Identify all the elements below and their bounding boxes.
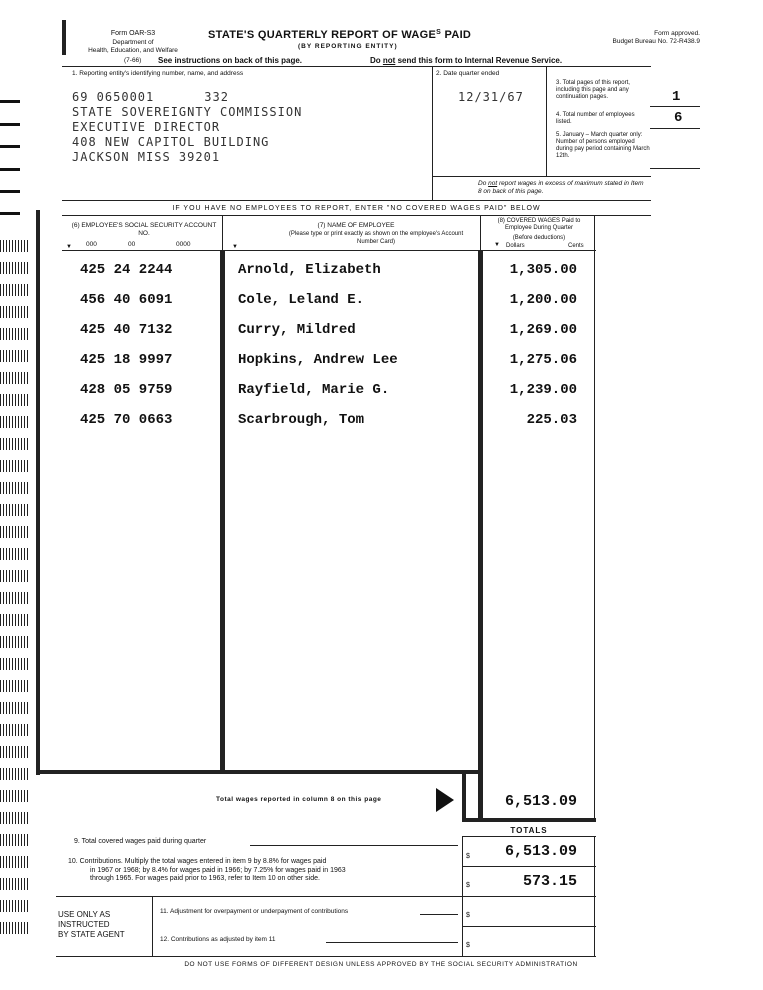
- item3-label: 3. Total pages of this report, including this page and any continuation pages.: [556, 80, 630, 100]
- employee-wages: 225.03: [526, 412, 577, 428]
- form-number: Form OAR-S3: [110, 30, 156, 37]
- employee-wages: 1,275.06: [509, 352, 577, 368]
- item12-leader: [326, 942, 458, 943]
- form-identifier: [68, 30, 198, 55]
- page-total-label: Total wages reported in column 8 on this page: [216, 796, 382, 803]
- state-agent-label1: USE ONLY AS: [58, 910, 111, 919]
- entity-name: STATE SOVEREIGNTY COMMISSION: [72, 105, 303, 119]
- item4-label: 4. Total number of employees listed.: [556, 112, 635, 125]
- item4-underline: [650, 128, 700, 129]
- notice-do: Do: [478, 180, 487, 187]
- employee-name: Arnold, Elizabeth: [238, 262, 381, 278]
- col-name-marker-icon: ▼: [232, 244, 238, 250]
- irs-note-not: not: [382, 56, 396, 65]
- entity-city: JACKSON MISS 39201: [72, 150, 221, 164]
- entity-street: 408 NEW CAPITOL BUILDING: [72, 135, 270, 149]
- item2-label: 2. Date quarter ended: [436, 70, 500, 77]
- entity-address-block: [72, 90, 302, 165]
- col-ssn-sub3: 0000: [176, 241, 191, 248]
- page-total-value: 6,513.09: [504, 793, 577, 810]
- irs-note-do: Do: [370, 56, 381, 65]
- contributions-value: 573.15: [522, 873, 577, 890]
- notice-rest: report wages in excess of maximum stated in Item 8 on back of this page.: [478, 180, 644, 195]
- item11-bottom-rule: [462, 926, 596, 927]
- form-revision: (7-66): [124, 57, 142, 64]
- col-rule-1-top: [222, 216, 223, 252]
- col-ssn-sub1: 000: [86, 241, 97, 248]
- total-pages-value: 1: [672, 89, 681, 105]
- form-title-char: S: [436, 29, 442, 36]
- item12-currency: $: [466, 942, 470, 949]
- col-rule-2: [478, 250, 483, 820]
- footer-notice: DO NOT USE FORMS OF DIFFERENT DESIGN UNLESS APPROVED BY THE SOCIAL SECURITY ADMINISTRATION: [184, 961, 578, 968]
- banner-top-rule: [62, 200, 651, 201]
- form-left-rule: [36, 210, 40, 775]
- totals-header: TOTALS: [510, 826, 548, 835]
- col-ssn-header: (6) EMPLOYEE'S SOCIAL SECURITY ACCOUNT NO.: [71, 222, 217, 237]
- employee-ssn: 456 40 6091: [80, 292, 173, 308]
- instructions-note: See instructions on back of this page.: [158, 56, 303, 65]
- quarter-ended-value: 12/31/67: [458, 90, 524, 104]
- notice-not: not: [488, 180, 498, 187]
- employee-ssn: 425 70 0663: [80, 412, 173, 428]
- col-rule-3: [594, 216, 595, 820]
- employee-wages: 1,269.00: [509, 322, 577, 338]
- col-ssn-marker-icon: ▼: [66, 244, 72, 250]
- col-name-header: (7) NAME OF EMPLOYEE: [317, 222, 395, 229]
- form-subtitle: (BY REPORTING ENTITY): [298, 43, 398, 50]
- approval-block: [560, 30, 700, 46]
- form-title-end: PAID: [441, 29, 472, 41]
- item10-line3: through 1965. For wages paid prior to 1963, refer to Item 10 on other side.: [90, 875, 320, 882]
- employee-name: Rayfield, Marie G.: [238, 382, 390, 398]
- employee-wages: 1,305.00: [509, 262, 577, 278]
- total-box-top-rule: [36, 770, 482, 774]
- item2-divider: [546, 66, 547, 176]
- state-agent-label2: INSTRUCTED: [58, 920, 110, 929]
- item11-currency: $: [466, 912, 470, 919]
- totals-header-rule: [462, 836, 596, 837]
- col-wages-cents: Cents: [568, 243, 584, 249]
- item10-line1: 10. Contributions. Multiply the total wages entered in item 9 by 8.8% for wages paid: [68, 858, 327, 865]
- header-bottom-rule: [62, 66, 651, 67]
- item9-leader: [250, 845, 458, 846]
- col-wages-header: (8) COVERED WAGES Paid to Employee During Quarter: [497, 218, 581, 231]
- total-box-right-rule: [462, 770, 466, 820]
- item11-leader: [420, 914, 458, 915]
- employee-name: Curry, Mildred: [238, 322, 356, 338]
- employee-name: Scarbrough, Tom: [238, 412, 365, 428]
- employee-ssn: 428 05 9759: [80, 382, 173, 398]
- header-left-rule: [62, 20, 66, 55]
- item11-label: 11. Adjustment for overpayment or underpayment of contributions: [160, 908, 349, 915]
- irs-note: [370, 56, 562, 65]
- notice-top-rule: [432, 176, 651, 177]
- item10-text: [68, 858, 458, 884]
- approval-line1: Form approved.: [654, 30, 700, 37]
- col-wages-sub: (Before deductions): [512, 235, 566, 241]
- form-title-text: STATE'S QUARTERLY REPORT OF WAGE: [208, 29, 437, 41]
- total-employees-value: 6: [674, 110, 683, 126]
- item9-currency: $: [466, 853, 470, 860]
- no-employees-banner: IF YOU HAVE NO EMPLOYEES TO REPORT, ENTER "NO COVERED WAGES PAID" BELOW: [172, 205, 541, 212]
- approval-line2: Budget Bureau No. 72-R438.9: [612, 38, 700, 45]
- item9-bottom-rule: [462, 866, 596, 867]
- department-line2: Health, Education, and Welfare: [88, 46, 178, 54]
- arrow-right-icon: [436, 788, 454, 817]
- irs-note-rest: send this form to Internal Revenue Service.: [395, 56, 563, 65]
- employee-wages: 1,200.00: [509, 292, 577, 308]
- employee-name: Hopkins, Andrew Lee: [238, 352, 398, 368]
- col-rule-2-top: [480, 216, 481, 252]
- section-bottom-rule: [56, 956, 596, 957]
- notice-text: [478, 180, 648, 196]
- item10-currency: $: [466, 882, 470, 889]
- banner-bottom-rule: [62, 215, 651, 216]
- col-wages-marker-icon: ▼: [494, 242, 500, 248]
- entity-id: 69 0650001: [72, 90, 155, 104]
- item12-label: 12. Contributions as adjusted by item 11: [160, 936, 276, 943]
- col-wages-dollars: Dollars: [506, 243, 525, 249]
- item3-underline: [650, 106, 700, 107]
- state-agent-label3: BY STATE AGENT: [58, 930, 125, 939]
- employee-name: Cole, Leland E.: [238, 292, 365, 308]
- item10-bottom-rule: [56, 896, 596, 897]
- employee-ssn: 425 24 2244: [80, 262, 173, 278]
- total-covered-wages-value: 6,513.09: [504, 843, 577, 860]
- state-agent-label: [58, 910, 125, 940]
- item1-label: 1. Reporting entity's identifying number, name, and address: [72, 70, 244, 77]
- item5-underline: [650, 168, 700, 169]
- employee-wages: 1,239.00: [509, 382, 577, 398]
- col-rule-1: [220, 250, 225, 772]
- entity-title: EXECUTIVE DIRECTOR: [72, 120, 221, 134]
- employee-ssn: 425 18 9997: [80, 352, 173, 368]
- header-row-rule: [62, 250, 596, 251]
- entity-number: 332: [204, 90, 229, 104]
- item9-label: 9. Total covered wages paid during quarter: [74, 838, 207, 845]
- item10-line2: in 1967 or 1968; by 8.4% for wages paid in 1966; by 7.25% for wages paid in 1963: [90, 866, 346, 874]
- department-line1: Department of: [112, 38, 154, 46]
- total-box-bottom-rule: [462, 818, 596, 822]
- form-title: [208, 29, 538, 41]
- item5-label: 5. January – March quarter only: Number of persons employed during pay period containing March 12th.: [556, 132, 650, 159]
- item1-divider: [432, 66, 433, 200]
- col-name-sub: (Please type or print exactly as shown on the employee's Account Number Card): [288, 231, 464, 245]
- col-ssn-sub2: 00: [128, 241, 136, 248]
- employee-ssn: 425 40 7132: [80, 322, 173, 338]
- state-agent-divider: [152, 897, 153, 957]
